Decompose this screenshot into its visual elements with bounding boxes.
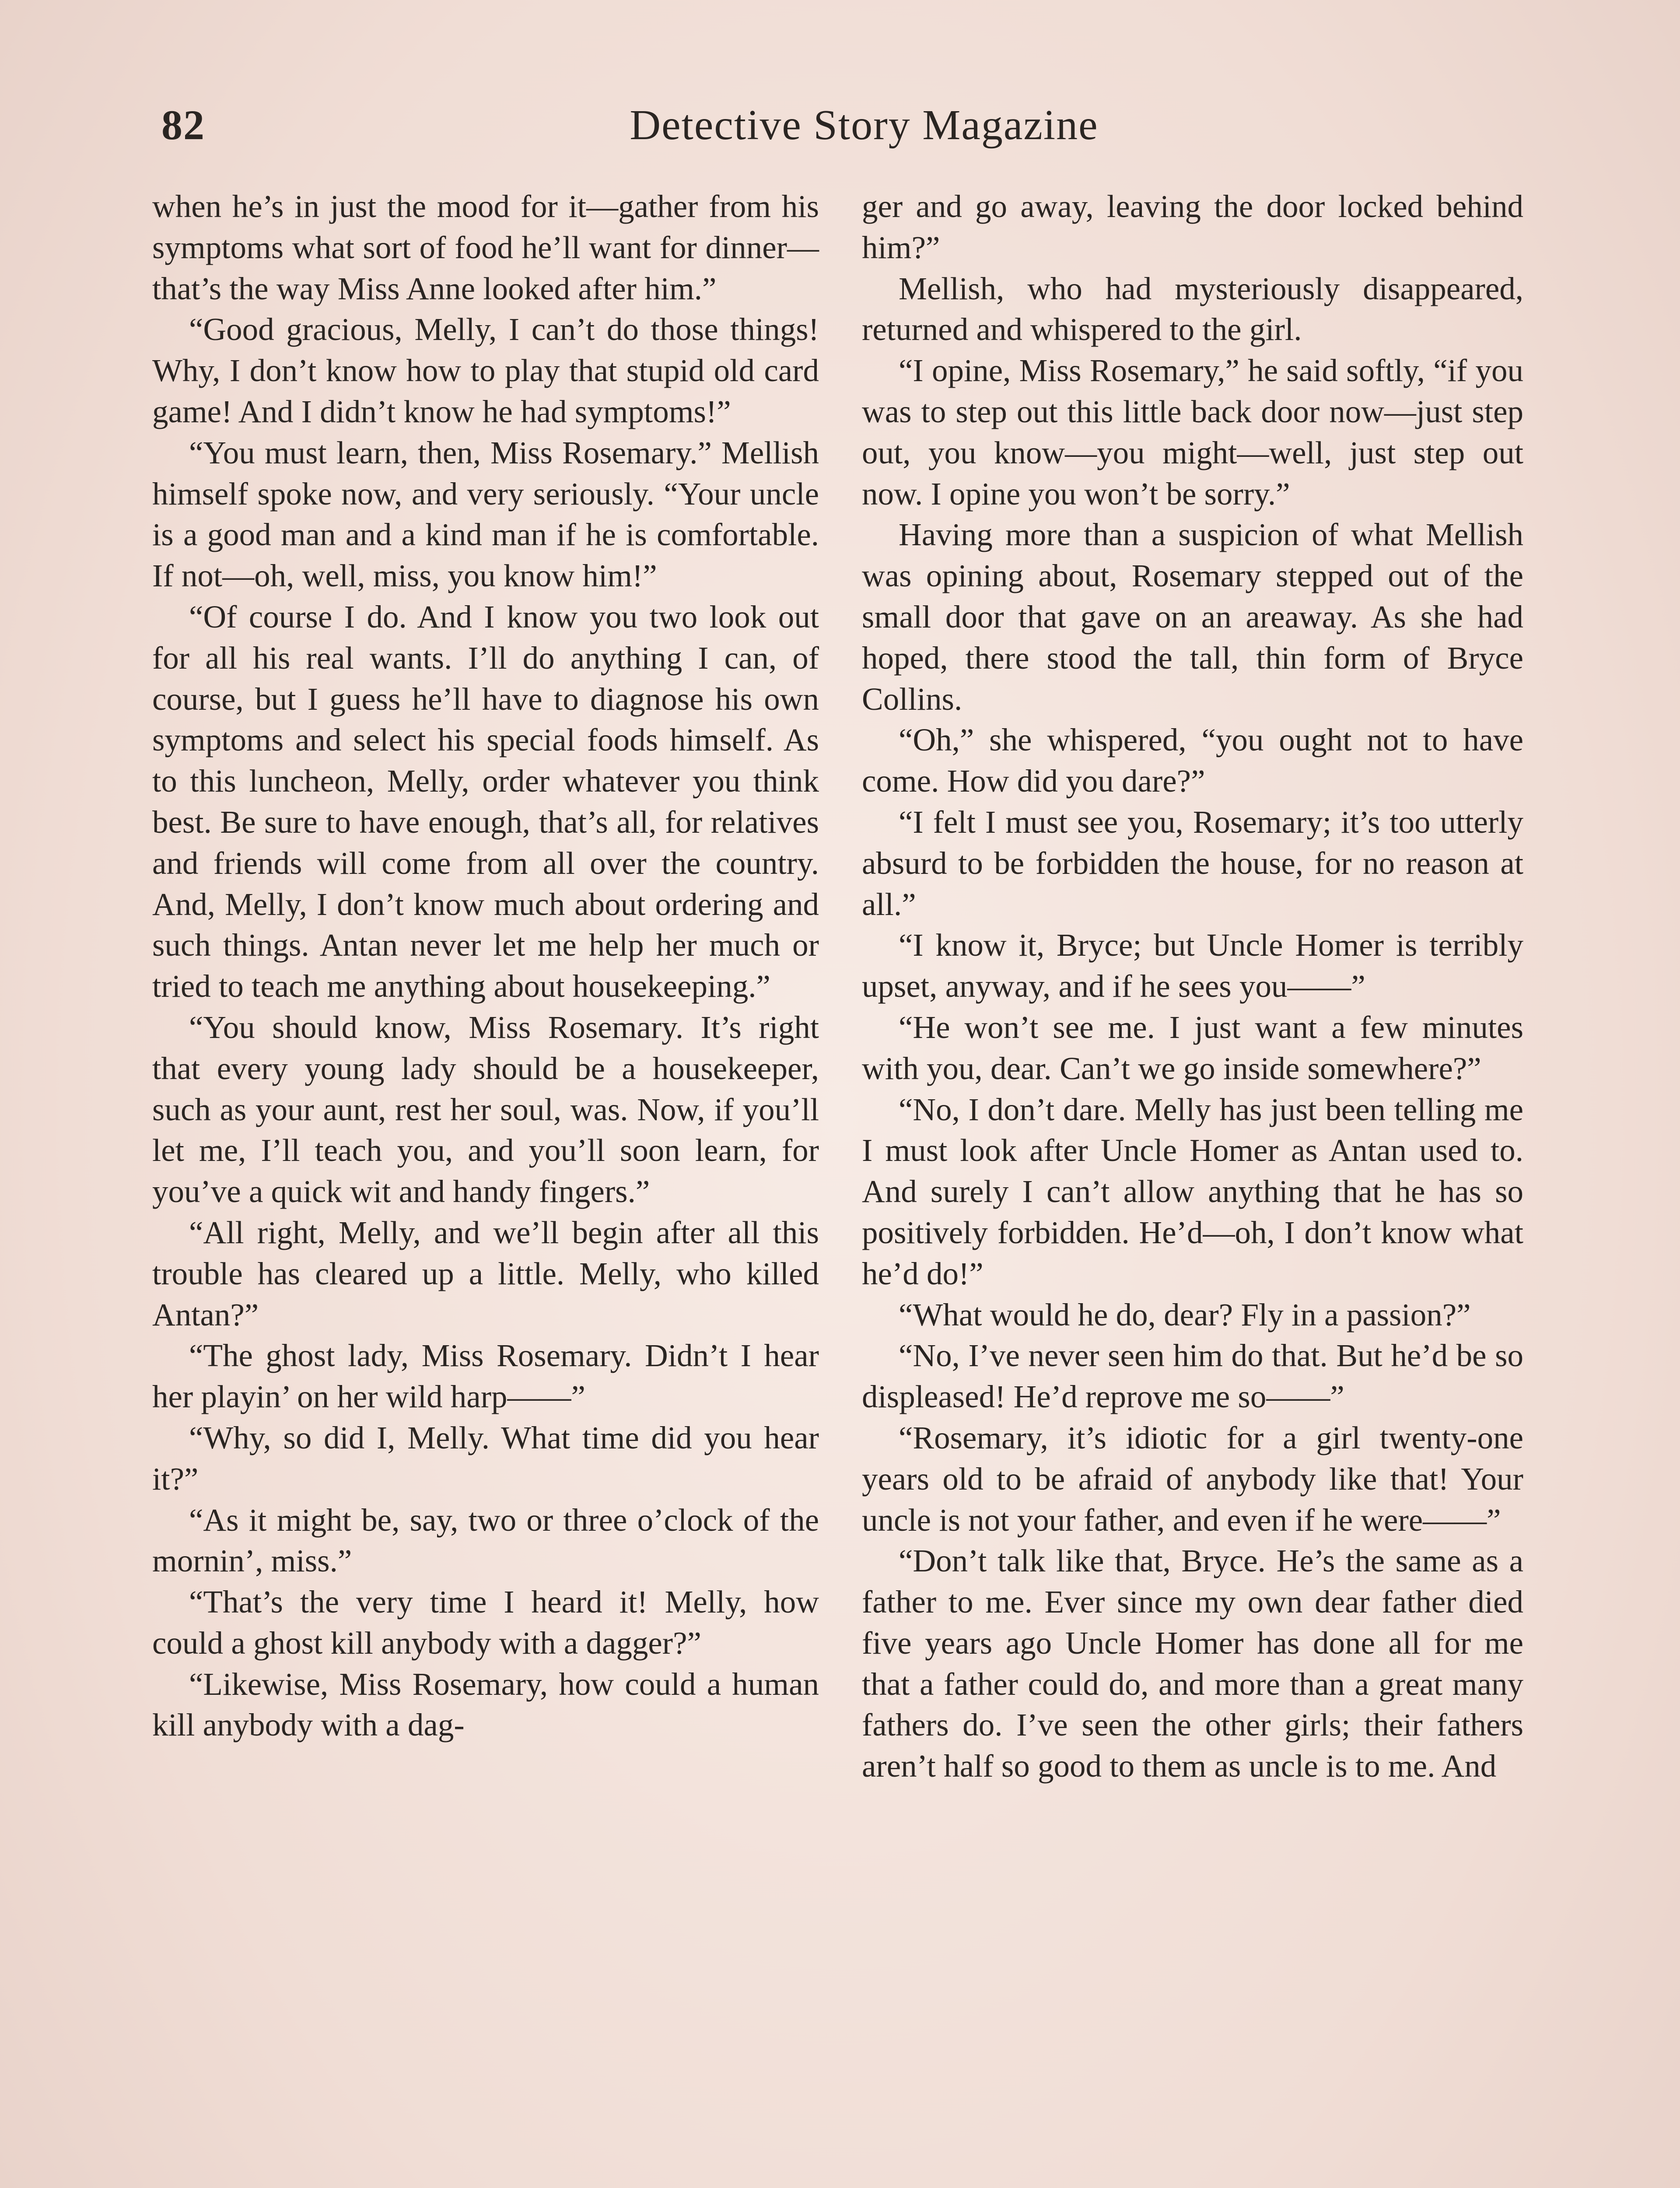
- paragraph: Mellish, who had mysteriously disappeared, returned and whispered to the girl.: [862, 270, 1523, 347]
- paragraph: “I opine, Miss Rosemary,” he said softly, “if you was to step out this little back door now—just step out, you know—you might—well, just step out now. I opine you won’t be sorry.”: [862, 353, 1523, 512]
- paragraph: “As it might be, say, two or three o’clock of the mornin’, miss.”: [152, 1502, 819, 1579]
- paragraph: “You should know, Miss Rosemary. It’s right that every young lady should be a housekeeper, such as your aunt, rest her soul, was. Now, if you’ll let me, I’ll teach you, and you’ll soon learn, for you’ve a quick wit and handy fingers.”: [152, 1009, 819, 1210]
- paragraph: “Rosemary, it’s idiotic for a girl twenty-one years old to be afraid of anybody like that! Your uncle is not your father, and even if he were——”: [862, 1420, 1523, 1538]
- page-header: [151, 96, 1525, 162]
- paragraph: “What would he do, dear? Fly in a passion?”: [899, 1297, 1471, 1332]
- paragraph: “That’s the very time I heard it! Melly, how could a ghost kill anybody with a dagger?”: [152, 1584, 819, 1661]
- left-column: [152, 186, 819, 1746]
- paragraph: “Of course I do. And I know you two look out for all his real wants. I’ll do anything I can, of course, but I guess he’ll have to diagnose his own symptoms and select his special foods himself. As to this luncheon, Melly, order whatever you think best. Be sure to have enough, that’s all, for relatives and friends will come from all over the country. And, Melly, I don’t know much about ordering and such things. Antan never let me help her much or tried to teach me anything about housekeeping.”: [152, 599, 819, 1004]
- paragraph: when he’s in just the mood for it—gather from his symptoms what sort of food he’ll want for dinner—that’s the way Miss Anne looked after him.”: [152, 189, 819, 306]
- paragraph: “Oh,” she whispered, “you ought not to have come. How did you dare?”: [862, 722, 1523, 799]
- paragraph: “No, I’ve never seen him do that. But he’d be so displeased! He’d reprove me so——”: [862, 1338, 1523, 1415]
- paragraph: “No, I don’t dare. Melly has just been telling me I must look after Uncle Homer as Antan used to. And surely I can’t allow anything that he has so positively forbidden. He’d—oh, I don’t know what he’d do!”: [862, 1091, 1523, 1291]
- paragraph: “I know it, Bryce; but Uncle Homer is terribly upset, anyway, and if he sees you——”: [862, 927, 1523, 1004]
- paragraph: “You must learn, then, Miss Rosemary.” Mellish himself spoke now, and very seriously. “Your uncle is a good man and a kind man if he is comfortable. If not—oh, well, miss, you know him!”: [152, 435, 819, 594]
- running-title: Detective Story Magazine: [630, 102, 1099, 149]
- paragraph: “The ghost lady, Miss Rosemary. Didn’t I hear her playin’ on her wild harp——”: [152, 1338, 819, 1415]
- paragraph: “He won’t see me. I just want a few minutes with you, dear. Can’t we go inside somewhere?”: [862, 1009, 1523, 1086]
- page-number: 82: [161, 102, 205, 148]
- right-column: [862, 186, 1523, 1787]
- paragraph: “I felt I must see you, Rosemary; it’s too utterly absurd to be forbidden the house, for no reason at all.”: [862, 804, 1523, 922]
- paragraph: “Don’t talk like that, Bryce. He’s the same as a father to me. Ever since my own dear father died five years ago Uncle Homer has done all for me that a father could do, and more than a great many fathers do. I’ve seen the other girls; their fathers aren’t half so good to them as uncle is to me. And: [862, 1543, 1523, 1784]
- paragraph: Having more than a suspicion of what Mellish was opining about, Rosemary stepped out of the small door that gave on an areaway. As she had hoped, there stood the tall, thin form of Bryce Collins.: [862, 517, 1523, 717]
- paragraph: “Likewise, Miss Rosemary, how could a human kill anybody with a dag-: [152, 1666, 819, 1743]
- paragraph: “Why, so did I, Melly. What time did you hear it?”: [152, 1420, 819, 1497]
- paragraph: “All right, Melly, and we’ll begin after all this trouble has cleared up a little. Melly, who killed Antan?”: [152, 1214, 819, 1332]
- paragraph: ger and go away, leaving the door locked behind him?”: [862, 189, 1523, 265]
- paragraph: “Good gracious, Melly, I can’t do those things! Why, I don’t know how to play that stupid old card game! And I didn’t know he had symptoms!”: [152, 312, 819, 429]
